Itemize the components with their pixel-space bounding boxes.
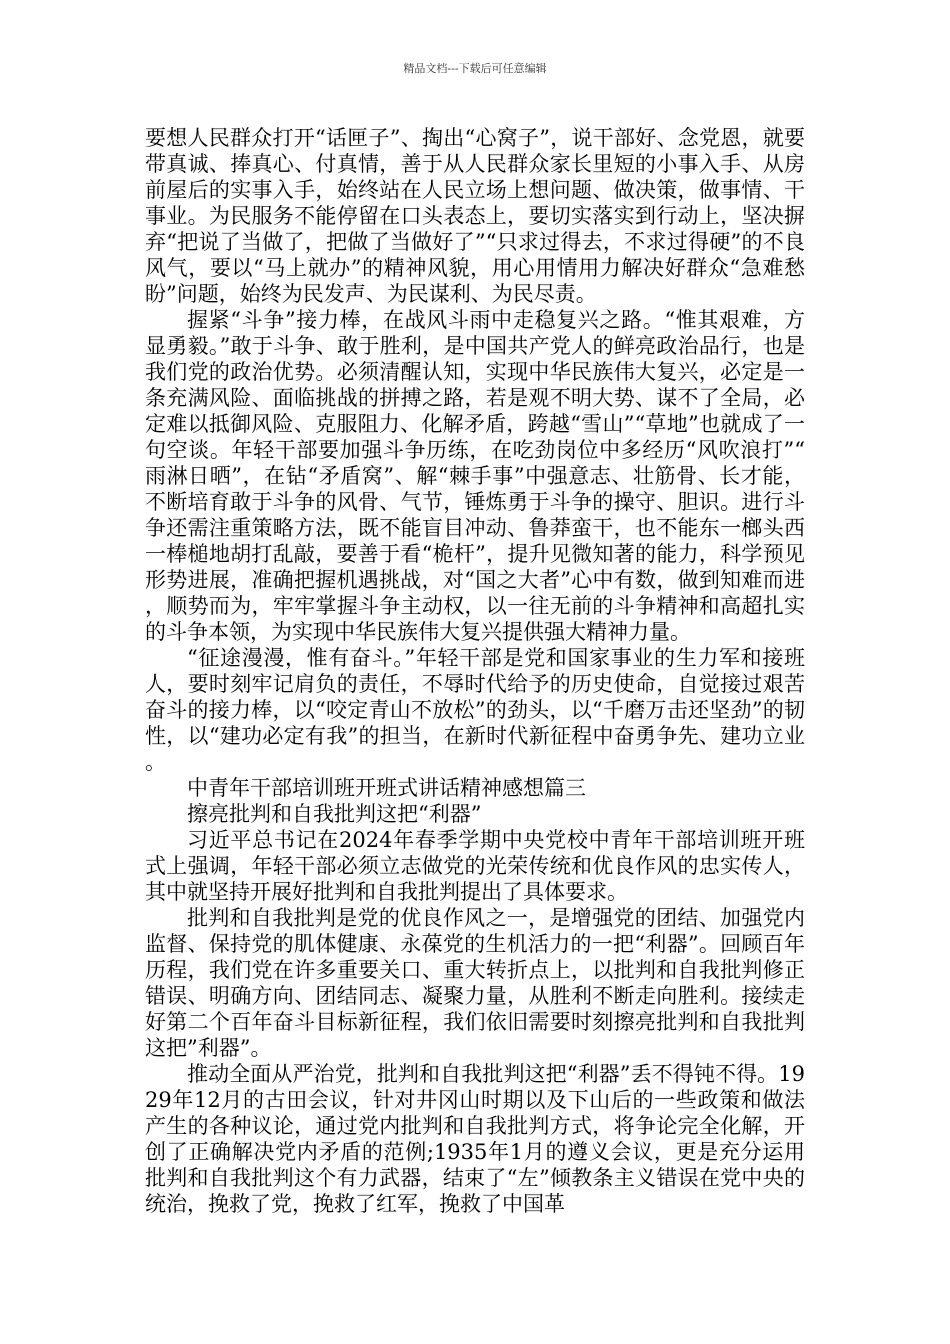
paragraph-2: 握紧“斗争”接力棒，在战风斗雨中走稳复兴之路。“惟其艰难，方显勇毅。”敢于斗争、敢于胜利，是中国共产党人的鲜亮政治品行，也是我们党的政治优势。必须清醒认知，实现中华民族伟大复兴，必定是一条充满风险、面临挑战的拼搏之路，若是观不明大势、谋不了全局，必定难以抵御风险、克服阻力、化解矛盾，跨越“雪山”“草地”也就成了一句空谈。年轻干部要加强斗争历练，在吃劲岗位中多经历“风吹浪打”“雨淋日晒”，在钻“矛盾窝”、解“棘手事”中强意志、壮筋骨、长才能，不断培育敢于斗争的风骨、气节，锤炼勇于斗争的操守、胆识。进行斗争还需注重策略方法，既不能盲目冲动、鲁莽蛮干，也不能东一榔头西一棒槌地胡打乱敲，要善于看“桅杆”，提升见微知著的能力，科学预见形势进展，准确把握机遇挑战，对“国之大者”心中有数，做到知难而进，顺势而为，牢牢掌握斗争主动权，以一往无前的斗争精神和高超扎实的斗争本领，为实现中华民族伟大复兴提供强大精神力量。	[145, 308, 805, 644]
paragraph-6: 推动全面从严治党，批判和自我批判这把“利器”丢不得钝不得。1929年12月的古田会议，针对井冈山时期以及下山后的一些政策和做法产生的各种议论，通过党内批判和自我批判方式，将争论完全化解，开创了正确解决党内矛盾的范例;1935年1月的遵义会议，更是充分运用批判和自我批判这个有力武器，结束了“左”倾教条主义错误在党中央的统治，挽救了党，挽救了红军，挽救了中国革	[145, 1062, 805, 1216]
paragraph-3: “征途漫漫，惟有奋斗。”年轻干部是党和国家事业的生力军和接班人，要时刻牢记肩负的责任，不辱时代给予的历史使命，自觉接过艰苦奋斗的接力棒，以“咬定青山不放松”的劲头，以“千磨万击还坚劲”的韧性，以“建功必定有我”的担当，在新时代新征程中奋勇争先、建功立业。	[145, 646, 805, 774]
page-header	[0, 62, 950, 76]
paragraph-4: 习近平总书记在2024年春季学期中央党校中青年干部培训班开班式上强调，年轻干部必须立志做党的光荣传统和优良作风的忠实传人，其中就坚持开展好批判和自我批判提出了具体要求。	[145, 828, 805, 904]
document-body	[145, 125, 805, 1217]
paragraph-5: 批判和自我批判是党的优良作风之一，是增强党的团结、加强党内监督、保持党的肌体健康、永葆党的生机活力的一把“利器”。回顾百年历程，我们党在许多重要关口、重大转折点上，以批判和自我批判修正错误、明确方向、团结同志、凝聚力量，从胜利不断走向胜利。接续走好第二个百年奋斗目标新征程，我们依旧需要时刻擦亮批判和自我批判这把”利器”。	[145, 906, 805, 1060]
header-text: 精品文档---下载后可任意编辑	[403, 62, 547, 75]
article-title: 擦亮批判和自我批判这把“利器”	[187, 802, 482, 826]
section-title: 中青年干部培训班开班式讲话精神感想篇三	[187, 776, 586, 800]
paragraph-1: 要想人民群众打开“话匣子”、掏出“心窝子”，说干部好、念党恩，就要带真诚、捧真心、付真情，善于从人民群众家长里短的小事入手、从房前屋后的实事入手，始终站在人民立场上想问题、做决策，做事情、干事业。为民服务不能停留在口头表态上，要切实落实到行动上，坚决摒弃“把说了当做了，把做了当做好了”“只求过得去，不求过得硬”的不良风气，要以“马上就办”的精神风貌，用心用情用力解决好群众“急难愁盼”问题，始终为民发声、为民谋利、为民尽责。	[145, 126, 805, 306]
